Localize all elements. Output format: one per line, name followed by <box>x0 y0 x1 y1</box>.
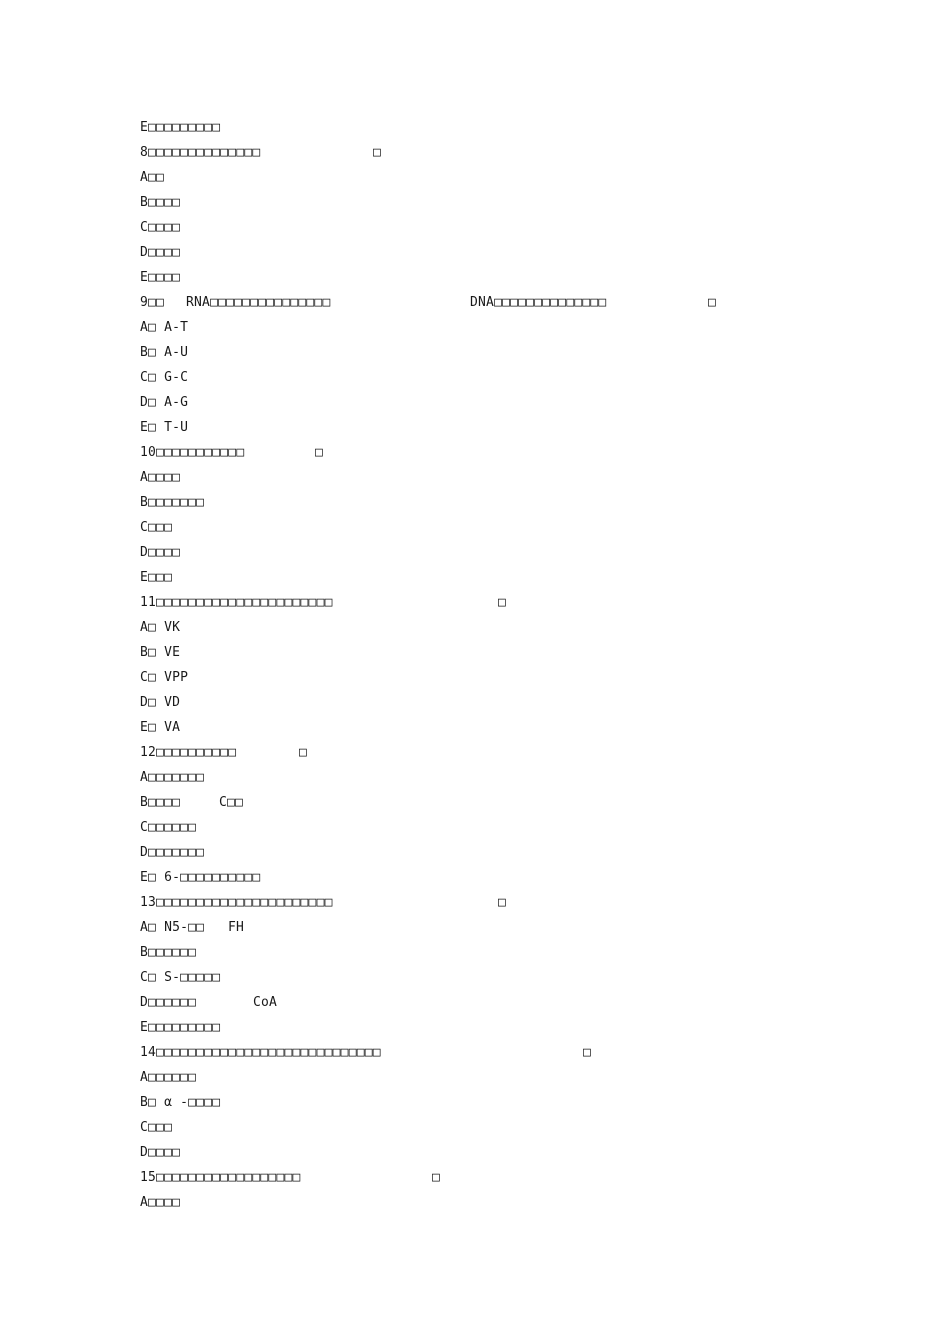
question-line <box>140 443 324 463</box>
line-text: C□ G-C <box>140 370 189 385</box>
question-text: 8□□□□□□□□□□□□□□ <box>140 145 261 160</box>
line-text: A□ VK <box>140 620 181 635</box>
line-text: D□□□□□□ <box>140 995 197 1010</box>
line-text: C□□□ <box>140 1120 173 1135</box>
line-text: D□□□□ <box>140 245 181 260</box>
question-text: 10□□□□□□□□□□□ <box>140 445 245 460</box>
option-line <box>140 168 172 188</box>
line-text: E□□□ <box>140 570 173 585</box>
line-text: A□□□□ <box>140 470 181 485</box>
line-text: C□□□□ <box>140 220 181 235</box>
option-line <box>140 1143 181 1163</box>
line-text: E□ 6-□□□□□□□□□□ <box>140 870 261 885</box>
line-text: A□□ <box>140 170 165 185</box>
option-line <box>140 643 181 663</box>
option-line <box>140 918 245 938</box>
line-text: C□□ <box>219 795 244 810</box>
option-line <box>140 368 189 388</box>
option-line <box>140 668 189 688</box>
option-line <box>140 718 181 738</box>
answer-bracket: □ <box>708 295 717 310</box>
line-text: B□□□□□□ <box>140 945 197 960</box>
option-line <box>140 318 189 338</box>
line-text: A□□□□□□□ <box>140 770 205 785</box>
option-line <box>140 768 205 788</box>
line-text: CoA <box>253 995 278 1010</box>
question-text: 14□□□□□□□□□□□□□□□□□□□□□□□□□□□□ <box>140 1045 381 1060</box>
line-text: B□□□□ <box>140 195 181 210</box>
option-line <box>140 943 197 963</box>
line-text: C□ S-□□□□□ <box>140 970 221 985</box>
option-line <box>140 1068 197 1088</box>
line-text: B□ A-U <box>140 345 189 360</box>
option-line <box>140 543 181 563</box>
option-line <box>140 218 181 238</box>
question-line <box>140 1168 441 1188</box>
line-text: B□ α -□□□□ <box>140 1095 221 1110</box>
answer-bracket: □ <box>583 1045 592 1060</box>
option-line <box>140 818 197 838</box>
line-text: D□ VD <box>140 695 181 710</box>
option-line <box>140 518 172 538</box>
answer-bracket: □ <box>373 145 382 160</box>
line-text: E□ VA <box>140 720 181 735</box>
line-text: FH <box>228 920 245 935</box>
line-text: A□□□□□□ <box>140 1070 197 1085</box>
question-line <box>140 143 382 163</box>
option-line <box>140 468 181 488</box>
line-text: D□□□□ <box>140 1145 181 1160</box>
option-line <box>140 493 205 513</box>
option-line <box>140 993 278 1013</box>
answer-bracket: □ <box>299 745 308 760</box>
line-text: C□□□□□□ <box>140 820 197 835</box>
option-line <box>140 118 221 138</box>
answer-bracket: □ <box>432 1170 441 1185</box>
question-line <box>140 743 308 763</box>
line-text: C□□□ <box>140 520 173 535</box>
option-line <box>140 343 189 363</box>
question-line <box>140 1043 592 1063</box>
line-text: D□□□□□□□ <box>140 845 205 860</box>
line-text: E□□□□□□□□□ <box>140 120 221 135</box>
line-text: D□□□□ <box>140 545 181 560</box>
option-line <box>140 693 181 713</box>
line-text: A□ A-T <box>140 320 189 335</box>
line-text: D□ A-G <box>140 395 189 410</box>
option-line <box>140 418 189 438</box>
option-line <box>140 568 172 588</box>
line-text: E□□□□ <box>140 270 181 285</box>
option-line <box>140 243 181 263</box>
line-text: B□ VE <box>140 645 181 660</box>
option-line <box>140 793 244 813</box>
option-line <box>140 1018 221 1038</box>
question-text: 12□□□□□□□□□□ <box>140 745 237 760</box>
answer-bracket: □ <box>498 895 507 910</box>
option-line <box>140 193 181 213</box>
question-line <box>140 893 507 913</box>
line-text: E□ T-U <box>140 420 189 435</box>
line-text: B□□□□ <box>140 795 181 810</box>
option-line <box>140 393 189 413</box>
line-text: B□□□□□□□ <box>140 495 205 510</box>
question-line <box>140 593 507 613</box>
answer-bracket: □ <box>315 445 324 460</box>
answer-bracket: □ <box>498 595 507 610</box>
line-text: A□ N5-□□ <box>140 920 205 935</box>
option-line <box>140 868 261 888</box>
question-text: 15□□□□□□□□□□□□□□□□□□ <box>140 1170 301 1185</box>
question-text: RNA□□□□□□□□□□□□□□□ <box>186 295 331 310</box>
option-line <box>140 1118 172 1138</box>
option-line <box>140 268 181 288</box>
option-line <box>140 1093 221 1113</box>
question-text: 11□□□□□□□□□□□□□□□□□□□□□□ <box>140 595 333 610</box>
line-text: C□ VPP <box>140 670 189 685</box>
question-text: 9□□ <box>140 295 165 310</box>
option-line <box>140 618 181 638</box>
option-line <box>140 968 221 988</box>
option-line <box>140 843 205 863</box>
line-text: E□□□□□□□□□ <box>140 1020 221 1035</box>
option-line <box>140 1193 181 1213</box>
question-line <box>140 293 717 313</box>
line-text: A□□□□ <box>140 1195 181 1210</box>
question-text: 13□□□□□□□□□□□□□□□□□□□□□□ <box>140 895 333 910</box>
question-text: DNA□□□□□□□□□□□□□□ <box>470 295 607 310</box>
